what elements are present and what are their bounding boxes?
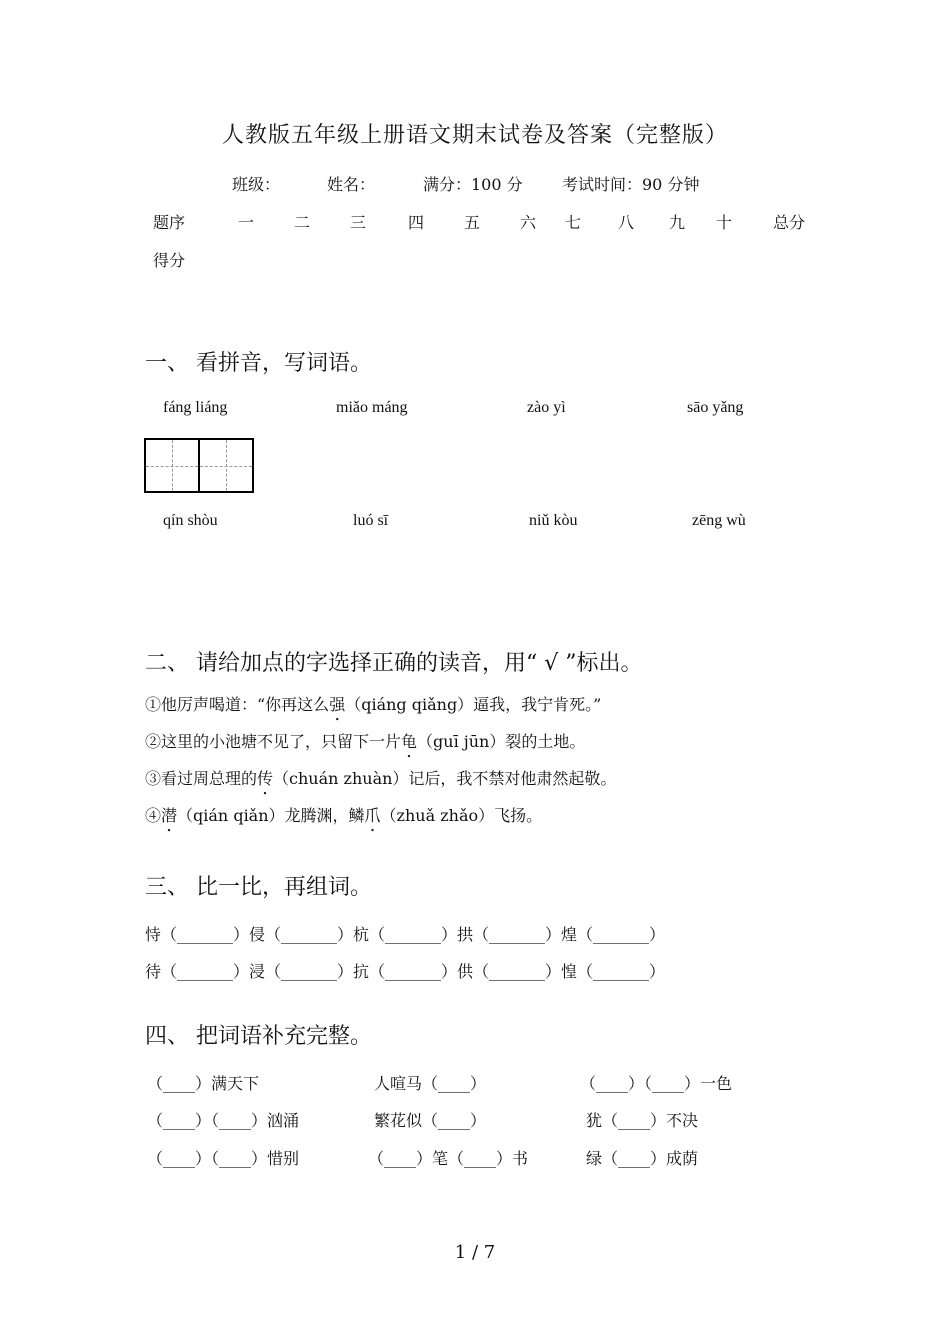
q-text: （zhuǎ zhǎo）飞扬。 (380, 806, 543, 825)
idiom-r3c1: （____）（____）惜别 (147, 1149, 300, 1168)
score-col-10: 十 (716, 213, 733, 232)
pinyin-3: zào yì (527, 399, 566, 416)
pinyin-5: qín shòu (163, 512, 218, 529)
section-2-title: 二、 请给加点的字选择正确的读音，用“ √ ”标出。 (145, 651, 643, 676)
dotted-char: 强 (329, 695, 346, 714)
idiom-r3c3: 绿（____）成荫 (586, 1149, 699, 1168)
pinyin-4: sāo yǎng (687, 399, 744, 416)
score-col-9: 九 (669, 213, 686, 232)
q-text: ③看过周总理的 (145, 769, 258, 788)
score-col-6: 六 (520, 213, 537, 232)
q-text: （qián qiǎn）龙腾渊，鳞 (177, 806, 365, 825)
section-3-title: 三、 比一比，再组词。 (145, 875, 372, 900)
question-2-4 (145, 803, 542, 826)
name-field: 姓名： (327, 175, 376, 194)
class-field: 班级： (232, 175, 281, 194)
score-col-5: 五 (464, 213, 481, 232)
dotted-char: 潜 (161, 806, 178, 825)
idiom-r1c2: 人喧马（____） (374, 1074, 487, 1093)
idiom-r3c2: （____）笔（____）书 (368, 1149, 529, 1168)
score-col-2: 二 (294, 213, 311, 232)
q-text: ④ (145, 806, 162, 825)
page-number: 1 / 7 (454, 1242, 496, 1263)
question-2-1 (145, 692, 601, 715)
score-col-7: 七 (565, 213, 582, 232)
pinyin-6: luó sī (353, 512, 389, 529)
pinyin-8: zēng wù (692, 512, 746, 529)
q-text: （qiáng qiǎng）逼我，我宁肯死。” (345, 695, 602, 714)
writing-cell[interactable] (146, 440, 200, 491)
pinyin-7: niǔ kòu (529, 512, 578, 529)
compare-row-2: 待（_______）浸（_______）抗（_______）供（_______）惶（_______） (145, 962, 666, 981)
page-title: 人教版五年级上册语文期末试卷及答案（完整版） (221, 123, 728, 148)
q-text: ②这里的小池塘不见了，只留下一片 (145, 732, 402, 751)
idiom-r2c2: 繁花似（____） (374, 1111, 487, 1130)
writing-cell[interactable] (200, 440, 252, 491)
q-text: （guī jūn）裂的土地。 (417, 732, 586, 751)
dotted-char: 龟 (401, 732, 418, 751)
q-text: （chuán zhuàn）记后，我不禁对他肃然起敬。 (273, 769, 617, 788)
idiom-r1c3: （____）（____）一色 (580, 1074, 733, 1093)
score-col-8: 八 (618, 213, 635, 232)
score-col-1: 一 (238, 213, 255, 232)
pinyin-1: fáng liáng (163, 399, 228, 416)
exam-time: 考试时间：90 分钟 (562, 175, 700, 194)
dotted-char: 爪 (364, 806, 381, 825)
writing-grid[interactable] (144, 438, 254, 493)
section-4-title: 四、 把词语补充完整。 (145, 1024, 372, 1049)
score-col-total: 总分 (773, 213, 806, 232)
full-score: 满分：100 分 (423, 175, 523, 194)
pinyin-2: miǎo máng (336, 399, 408, 416)
section-1-title: 一、 看拼音，写词语。 (145, 351, 372, 376)
idiom-r2c1: （____）（____）汹涌 (147, 1111, 300, 1130)
question-2-3 (145, 766, 616, 789)
idiom-r2c3: 犹（____）不决 (586, 1111, 699, 1130)
score-table-header-label: 题序 (153, 213, 186, 232)
score-col-3: 三 (350, 213, 367, 232)
dotted-char: 传 (257, 769, 274, 788)
compare-row-1: 恃（_______）侵（_______）杭（_______）拱（_______）煌（_______） (145, 925, 666, 944)
q-text: ①他厉声喝道：“你再这么 (145, 695, 330, 714)
question-2-2 (145, 729, 585, 752)
score-col-4: 四 (408, 213, 425, 232)
score-row-label: 得分 (153, 251, 186, 270)
idiom-r1c1: （____）满天下 (147, 1074, 260, 1093)
